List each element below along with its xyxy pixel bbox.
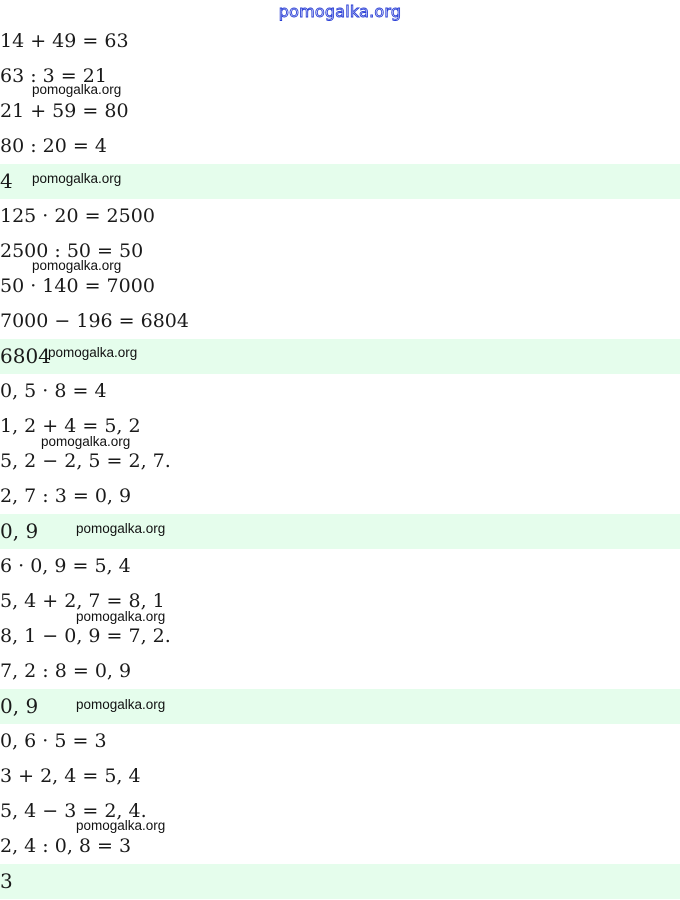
step-text: 3 + 2, 4 = 5, 4	[0, 765, 141, 787]
step-text: 21 + 59 = 80	[0, 100, 129, 122]
step-text: 2, 4 : 0, 8 = 3	[0, 835, 132, 857]
step-text: 125 · 20 = 2500	[0, 205, 155, 227]
step-text: 6 · 0, 9 = 5, 4	[0, 555, 131, 577]
step-line	[0, 269, 680, 304]
watermark-label: pomogalka.org	[76, 697, 166, 712]
step-text: 0, 5 · 8 = 4	[0, 380, 107, 402]
watermark-label: pomogalka.org	[76, 521, 166, 536]
watermark-label: pomogalka.org	[32, 171, 122, 186]
answer-line	[0, 689, 680, 724]
step-text: 63 : 3 = 21	[0, 65, 107, 87]
step-line	[0, 444, 680, 479]
step-line	[0, 549, 680, 584]
step-line	[0, 94, 680, 129]
step-line	[0, 829, 680, 864]
answer-text: 0, 9	[0, 694, 39, 718]
watermark-label: pomogalka.org	[48, 345, 138, 360]
step-text: 5, 4 + 2, 7 = 8, 1	[0, 590, 165, 612]
step-line	[0, 654, 680, 689]
step-line	[0, 759, 680, 794]
step-text: 8, 1 − 0, 9 = 7, 2.	[0, 625, 171, 647]
step-text: 5, 4 − 3 = 2, 4.	[0, 800, 147, 822]
answer-line	[0, 164, 680, 199]
step-line	[0, 724, 680, 759]
watermark-label: pomogalka.org	[32, 82, 122, 97]
step-line	[0, 479, 680, 514]
step-text: 80 : 20 = 4	[0, 135, 107, 157]
answer-text: 0, 9	[0, 519, 39, 543]
step-text: 5, 2 − 2, 5 = 2, 7.	[0, 450, 171, 472]
answer-text: 3	[0, 869, 13, 893]
solution-list	[0, 24, 680, 899]
watermark-label: pomogalka.org	[76, 818, 166, 833]
step-line	[0, 59, 680, 97]
step-line	[0, 409, 680, 449]
header-watermark: pomogalka.org	[278, 2, 402, 21]
answer-line	[0, 514, 680, 549]
step-line	[0, 304, 680, 339]
step-line	[0, 129, 680, 164]
step-line	[0, 374, 680, 409]
watermark-label: pomogalka.org	[32, 258, 122, 273]
step-line	[0, 584, 680, 624]
answer-line	[0, 339, 680, 374]
step-line	[0, 234, 680, 273]
step-text: 14 + 49 = 63	[0, 30, 129, 52]
answer-line	[0, 864, 680, 899]
step-text: 0, 6 · 5 = 3	[0, 730, 107, 752]
answer-text: 6804	[0, 344, 51, 368]
step-text: 7000 − 196 = 6804	[0, 310, 189, 332]
step-line	[0, 619, 680, 654]
step-line	[0, 794, 680, 833]
step-text: 7, 2 : 8 = 0, 9	[0, 660, 132, 682]
step-text: 1, 2 + 4 = 5, 2	[0, 415, 141, 437]
step-text: 2, 7 : 3 = 0, 9	[0, 485, 132, 507]
step-text: 50 · 140 = 7000	[0, 275, 155, 297]
step-line	[0, 24, 680, 59]
step-line	[0, 199, 680, 234]
step-text: 2500 : 50 = 50	[0, 240, 144, 262]
answer-text: 4	[0, 169, 13, 193]
watermark-label: pomogalka.org	[76, 609, 166, 624]
watermark-label: pomogalka.org	[41, 434, 131, 449]
